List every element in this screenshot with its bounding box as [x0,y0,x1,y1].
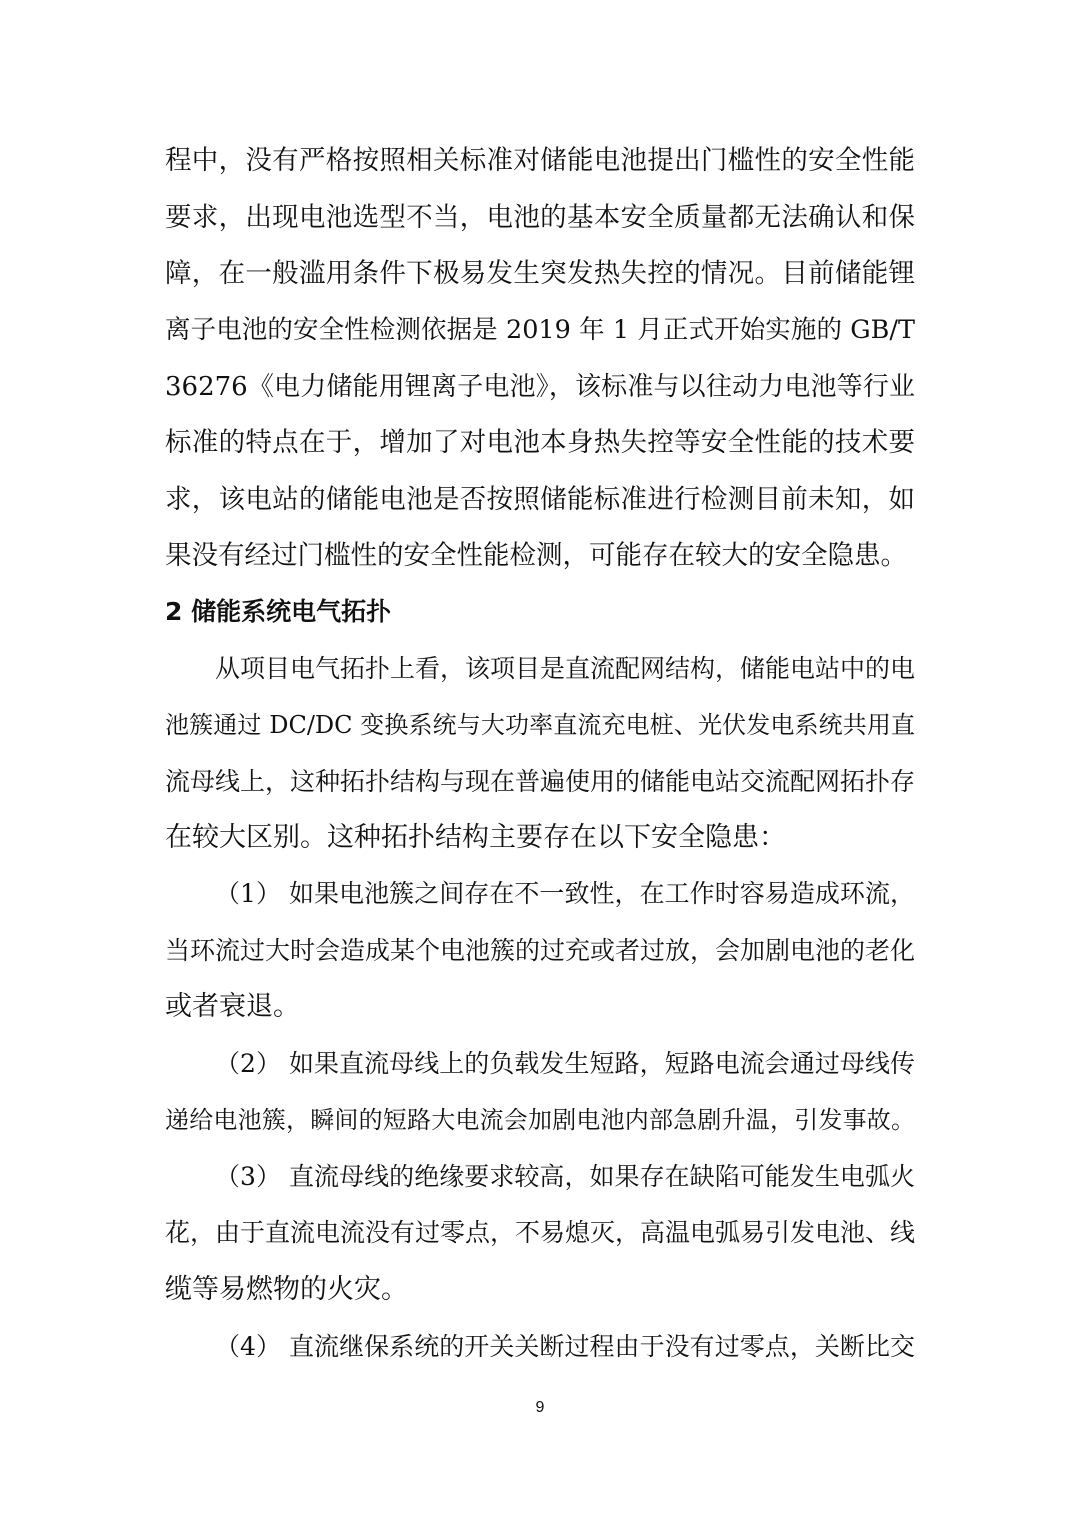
list-item-line: 递给电池簇，瞬间的短路大电流会加剧电池内部急剧升温，引发事故。 [165,1106,915,1134]
list-item-line: （2） 如果直流母线上的负载发生短路，短路电流会通过母线传 [215,1049,915,1078]
text-line: 36276《电力储能用锂离子电池》，该标准与以往动力电池等行业 [165,372,915,402]
text-line: 流母线上，这种拓扑结构与现在普遍使用的储能电站交流配网拓扑存 [165,767,916,796]
list-item-line: 当环流过大时会造成某个电池簇的过充或者过放，会加剧电池的老化 [165,936,916,965]
page-number: 9 [535,1399,545,1416]
text-line: 标准的特点在于，增加了对电池本身热失控等安全性能的技术要 [165,427,915,458]
list-item-line: （4） 直流继保系统的开关关断过程由于没有过零点，关断比交 [215,1332,915,1361]
list-item-line: （3） 直流母线的绝缘要求较高，如果存在缺陷可能发生电弧火 [215,1162,915,1191]
text-line: 要求，出现电池选型不当，电池的基本安全质量都无法确认和保 [165,202,915,233]
list-item-line: 缆等易燃物的火灾。 [165,1274,408,1305]
text-line: 离子电池的安全性检测依据是 2019 年 1 月正式开始实施的 GB/T [165,315,915,345]
text-line: 在较大区别。这种拓扑结构主要存在以下安全隐患： [165,822,786,853]
text-line: 池簇通过 DC/DC 变换系统与大功率直流充电桩、光伏发电系统共用直 [165,711,915,739]
list-item-line: 或者衰退。 [165,991,300,1022]
text-line: 障，在一般滥用条件下极易发生突发热失控的情况。目前储能锂 [165,258,915,289]
text-line: 求，该电站的储能电池是否按照储能标准进行检测目前未知，如 [165,484,915,515]
text-line: 程中，没有严格按照相关标准对储能电池提出门槛性的安全性能 [165,145,915,176]
list-item-line: 花，由于直流电流没有过零点，不易熄灭，高温电弧易引发电池、线 [165,1218,916,1247]
list-item-line: （1） 如果电池簇之间存在不一致性，在工作时容易造成环流， [215,879,915,908]
text-line: 从项目电气拓扑上看，该项目是直流配网结构，储能电站中的电 [215,654,916,683]
section-heading: 2 储能系统电气拓扑 [165,597,392,626]
text-line: 果没有经过门槛性的安全性能检测，可能存在较大的安全隐患。 [165,540,907,571]
